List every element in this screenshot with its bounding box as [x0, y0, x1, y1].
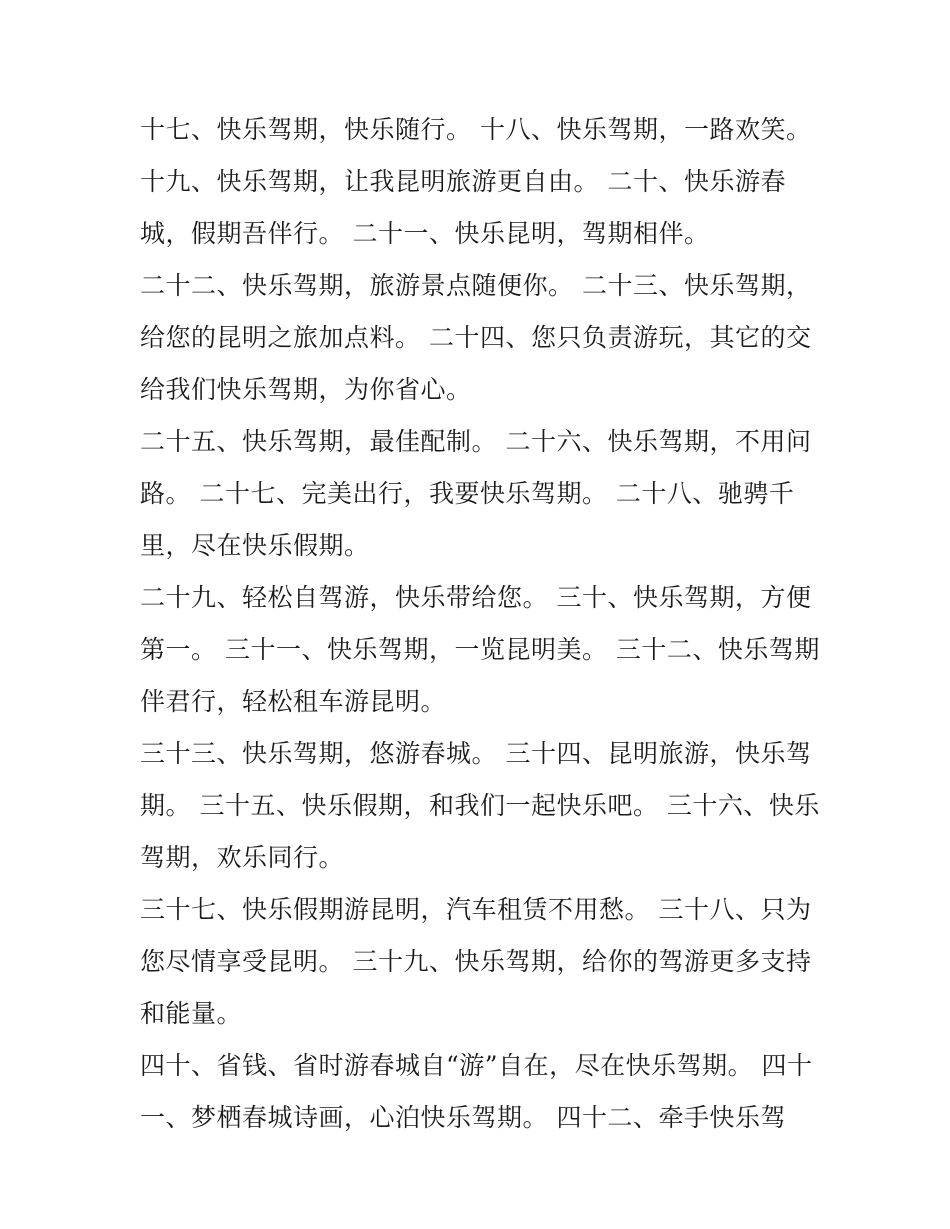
text-line: 三十七、快乐假期游昆明，汽车租赁不用愁。 三十八、只为: [140, 895, 812, 924]
text-line: 期。 三十五、快乐假期，和我们一起快乐吧。 三十六、快乐: [140, 791, 820, 820]
text-line: 给您的昆明之旅加点料。 二十四、您只负责游玩，其它的交: [140, 323, 812, 352]
text-line: 路。 二十七、完美出行，我要快乐驾期。 二十八、驰骋千: [140, 479, 795, 508]
text-line: 驾期，欢乐同行。: [140, 843, 345, 872]
text-line: 一、梦栖春城诗画，心泊快乐驾期。 四十二、牵手快乐驾: [140, 1103, 786, 1132]
text-line: 城，假期吾伴行。 二十一、快乐昆明，驾期相伴。: [140, 219, 710, 248]
text-line: 给我们快乐驾期，为你省心。: [140, 375, 472, 404]
text-line: 伴君行，轻松租车游昆明。: [140, 687, 447, 716]
text-line: 二十五、快乐驾期，最佳配制。 二十六、快乐驾期，不用问: [140, 427, 812, 456]
document-body: [140, 104, 820, 1144]
text-line: 三十三、快乐驾期，悠游春城。 三十四、昆明旅游，快乐驾: [140, 739, 812, 768]
text-line: 二十九、轻松自驾游，快乐带给您。 三十、快乐驾期，方便: [140, 583, 812, 612]
text-line: 您尽情享受昆明。 三十九、快乐驾期，给你的驾游更多支持: [140, 947, 812, 976]
text-line: 二十二、快乐驾期，旅游景点随便你。 二十三、快乐驾期，: [140, 271, 812, 300]
text-line: 十七、快乐驾期，快乐随行。 十八、快乐驾期，一路欢笑。: [140, 115, 812, 144]
text-line: 第一。 三十一、快乐驾期，一览昆明美。 三十二、快乐驾期: [140, 635, 820, 664]
text-line: 和能量。: [140, 999, 243, 1028]
text-line: 十九、快乐驾期，让我昆明旅游更自由。 二十、快乐游春: [140, 167, 786, 196]
text-line: 四十、省钱、省时游春城自“游”自在，尽在快乐驾期。 四十: [140, 1051, 813, 1080]
text-line: 里，尽在快乐假期。: [140, 531, 370, 560]
